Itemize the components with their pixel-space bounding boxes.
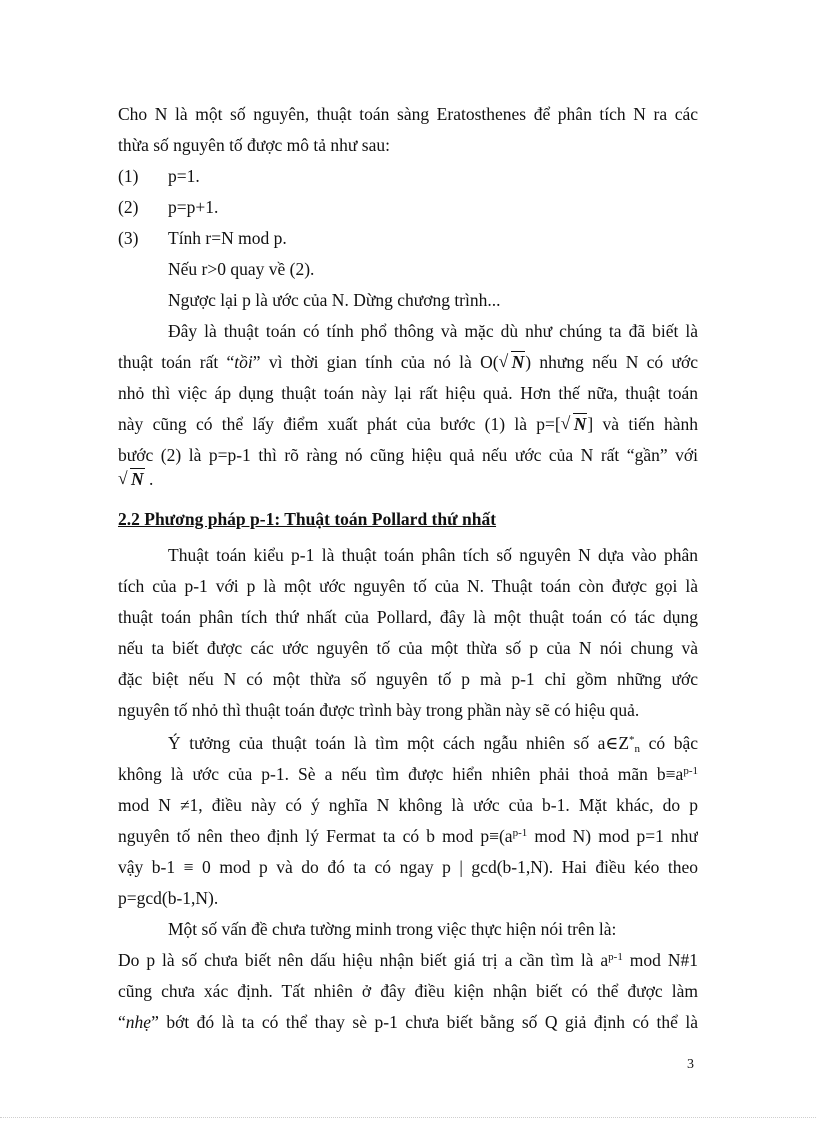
- emphasis-text: nhẹ: [125, 1012, 152, 1032]
- paragraph-line: vậy b-1 ≡ 0 mod p và do đó ta có ngay p | gcd(b-1,N). Hai điều kéo theo: [118, 857, 698, 877]
- paragraph-line: p=gcd(b-1,N).: [118, 888, 219, 908]
- list-text: Tính r=N mod p.: [168, 228, 287, 248]
- paragraph-line: √ N .: [118, 467, 698, 491]
- page-number: 3: [687, 1057, 694, 1072]
- list-number: (3): [118, 228, 139, 248]
- paragraph-line: đặc biệt nếu N có một thừa số nguyên tố p mà p-1 chỉ gồm những ước: [118, 669, 698, 689]
- paragraph-line: Một số vấn đề chưa tường minh trong việc thực hiện nói trên là:: [168, 919, 617, 939]
- sqrt-symbol: √ N: [118, 467, 145, 491]
- paragraph-line: nguyên tố nên theo định lý Fermat ta có b mod $p\equiv(a^{p-1}$ mod N) mod p=1 như: [118, 826, 698, 846]
- paragraph-line: này cũng có thể lấy điểm xuất phát của bước (1) là p=[√ N] và tiến hành: [118, 412, 698, 436]
- paragraph-line: tích của p-1 với p là một ước nguyên tố của N. Thuật toán còn được gọi là: [118, 576, 698, 596]
- paragraph-line: mod N ≠1, điều này có ý nghĩa N không là ước của b-1. Mặt khác, do p: [118, 795, 698, 815]
- paragraph-line: bước (2) là p=p-1 thì rõ ràng nó cũng hiệu quả nếu ước của N rất “gần” với: [118, 445, 698, 465]
- paragraph-line: cũng chưa xác định. Tất nhiên ở đây điều kiện nhận biết có thể được làm: [118, 981, 698, 1001]
- page-divider: [0, 1117, 816, 1118]
- paragraph-line: “nhẹ” bớt đó là ta có thể thay sè p-1 chưa biết bằng số Q giả định có thể là: [118, 1012, 698, 1032]
- list-text: p=p+1.: [168, 197, 219, 217]
- emphasis-text: tồi: [234, 352, 253, 372]
- list-number: (2): [118, 197, 139, 217]
- paragraph-line: Ý tưởng của thuật toán là tìm một cách ngẫu nhiên số $a\in Z^*_n$ có bậc: [168, 733, 698, 755]
- list-text: p=1.: [168, 166, 200, 186]
- paragraph-line: nhỏ thì việc áp dụng thuật toán này lại rất hiệu quả. Hơn thế nữa, thuật toán: [118, 383, 698, 403]
- list-number: (1): [118, 166, 139, 186]
- paragraph-line: Cho N là một số nguyên, thuật toán sàng Eratosthenes để phân tích N ra các: [118, 104, 698, 124]
- paragraph-line: thuật toán rất “tồi” vì thời gian tính của nó là O(√ N) nhưng nếu N có ước: [118, 350, 698, 374]
- paragraph-line: Thuật toán kiểu p-1 là thuật toán phân tích số nguyên N dựa vào phân: [168, 545, 698, 565]
- paragraph-line: nguyên tố nhỏ thì thuật toán được trình bày trong phần này sẽ có hiệu quả.: [118, 700, 640, 720]
- paragraph-line: Đây là thuật toán có tính phổ thông và mặc dù như chúng ta đã biết là: [168, 321, 698, 341]
- paragraph-line: nếu ta biết được các ước nguyên tố của một thừa số p của N nói chung và: [118, 638, 698, 658]
- sqrt-symbol: √ N: [561, 412, 588, 436]
- list-subline: Nếu r>0 quay về (2).: [168, 259, 315, 279]
- paragraph-line: không là ước của p-1. Sè a nếu tìm được hiển nhiên phải thoả mãn $b\equiv a^{p-1}$: [118, 764, 698, 784]
- paragraph-line: Do p là số chưa biết nên dấu hiệu nhận biết giá trị a cần tìm là $a^{p-1}$ mod N#1: [118, 950, 698, 970]
- paragraph-line: thừa số nguyên tố được mô tả như sau:: [118, 135, 390, 155]
- section-heading: 2.2 Phương pháp p-1: Thuật toán Pollard thứ nhất: [118, 509, 497, 529]
- paragraph-line: thuật toán phân tích thứ nhất của Pollard, đây là một thuật toán có tác dụng: [118, 607, 698, 627]
- list-subline: Ngược lại p là ước của N. Dừng chương trình...: [168, 290, 501, 310]
- sqrt-symbol: √ N: [499, 350, 526, 374]
